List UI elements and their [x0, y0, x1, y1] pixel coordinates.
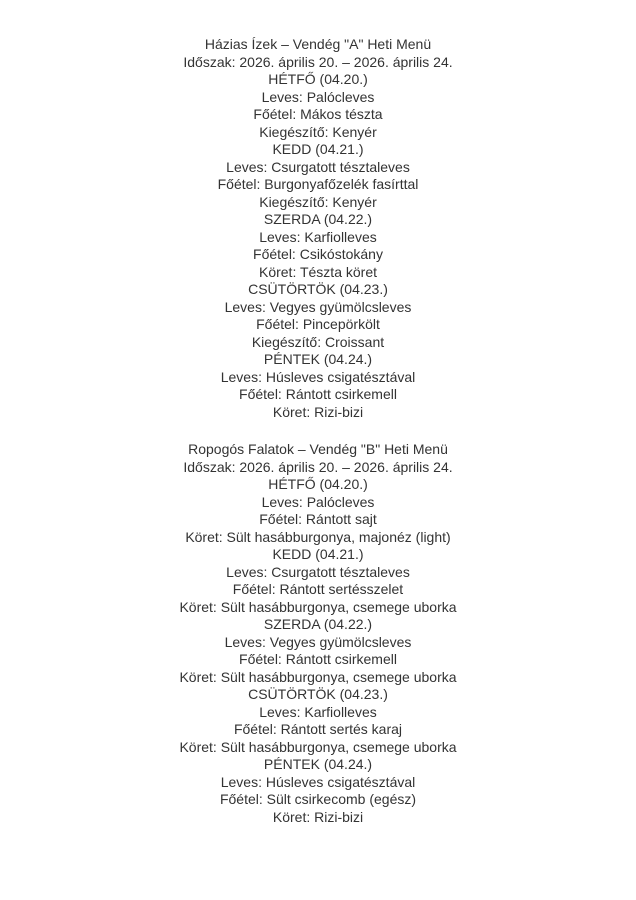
menu-item-line: Köret: Sült hasábburgonya, csemege uborka — [179, 598, 457, 615]
day-heading: KEDD (04.21.) — [272, 141, 364, 157]
menu-days — [0, 476, 636, 826]
day-heading: SZERDA (04.22.) — [263, 616, 373, 632]
menu-item-line: Főétel: Rántott sertésszelet — [232, 581, 404, 597]
day-heading: HÉTFŐ (04.20.) — [268, 476, 368, 492]
day-heading: HÉTFŐ (04.20.) — [268, 71, 368, 87]
menu-item-line: Köret: Sült hasábburgonya, csemege uborka — [179, 668, 457, 685]
menu-period: Időszak: 2026. április 20. – 2026. április 24. — [183, 53, 453, 70]
menu-item-line: Leves: Vegyes gyümölcsleves — [224, 298, 412, 315]
day-heading: CSÜTÖRTÖK (04.23.) — [248, 686, 388, 702]
menu-item-line: Főétel: Burgonyafőzelék fasírttal — [217, 176, 419, 192]
menu-item-line: Leves: Vegyes gyümölcsleves — [224, 633, 412, 650]
menu-title: Ropogós Falatok – Vendég "B" Heti Menü — [188, 441, 448, 457]
day-heading: SZERDA (04.22.) — [263, 211, 373, 227]
menu-item-line: Leves: Húsleves csigatésztával — [220, 773, 416, 790]
menu-item-line: Főétel: Csikóstokány — [253, 246, 383, 262]
menu-item-line: Kiegészítő: Croissant — [251, 333, 385, 350]
menu-item-line: Leves: Csurgatott tésztaleves — [226, 563, 410, 580]
menu-item-line: Kiegészítő: Kenyér — [259, 123, 377, 140]
menu-item-line: Főétel: Pincepörkölt — [256, 316, 380, 332]
menu-item-line: Leves: Palócleves — [261, 88, 375, 105]
menu-period: Időszak: 2026. április 20. – 2026. április 24. — [183, 458, 453, 475]
day-heading: PÉNTEK (04.24.) — [263, 756, 373, 772]
menu-item-line: Főétel: Rántott sajt — [259, 511, 377, 527]
menu-item-line: Köret: Rizi-bizi — [272, 808, 364, 825]
day-heading: PÉNTEK (04.24.) — [263, 351, 373, 367]
menu-item-line: Főétel: Mákos tészta — [253, 106, 383, 122]
menu-item-line: Köret: Sült hasábburgonya, majonéz (light) — [185, 528, 451, 545]
menu-item-line: Köret: Sült hasábburgonya, csemege uborka — [179, 738, 457, 755]
menu-days — [0, 71, 636, 421]
menu-item-line: Leves: Húsleves csigatésztával — [220, 368, 416, 385]
menu-item-line: Főétel: Rántott sertés karaj — [233, 721, 403, 737]
menu-item-line: Főétel: Sült csirkecomb (egész) — [219, 791, 417, 807]
day-heading: KEDD (04.21.) — [272, 546, 364, 562]
menu-item-line: Leves: Csurgatott tésztaleves — [226, 158, 410, 175]
day-heading: CSÜTÖRTÖK (04.23.) — [248, 281, 388, 297]
menu-item-line: Köret: Tészta köret — [258, 263, 377, 280]
menu-section-b — [0, 441, 636, 826]
menu-item-line: Leves: Karfiolleves — [259, 703, 377, 720]
menu-item-line: Leves: Palócleves — [261, 493, 375, 510]
menu-item-line: Kiegészítő: Kenyér — [259, 193, 377, 210]
menu-title: Házias Ízek – Vendég "A" Heti Menü — [204, 36, 432, 52]
menu-item-line: Főétel: Rántott csirkemell — [239, 651, 397, 667]
menu-item-line: Köret: Rizi-bizi — [272, 403, 364, 420]
menu-item-line: Leves: Karfiolleves — [259, 228, 377, 245]
menu-item-line: Főétel: Rántott csirkemell — [239, 386, 397, 402]
menu-section-a — [0, 36, 636, 421]
